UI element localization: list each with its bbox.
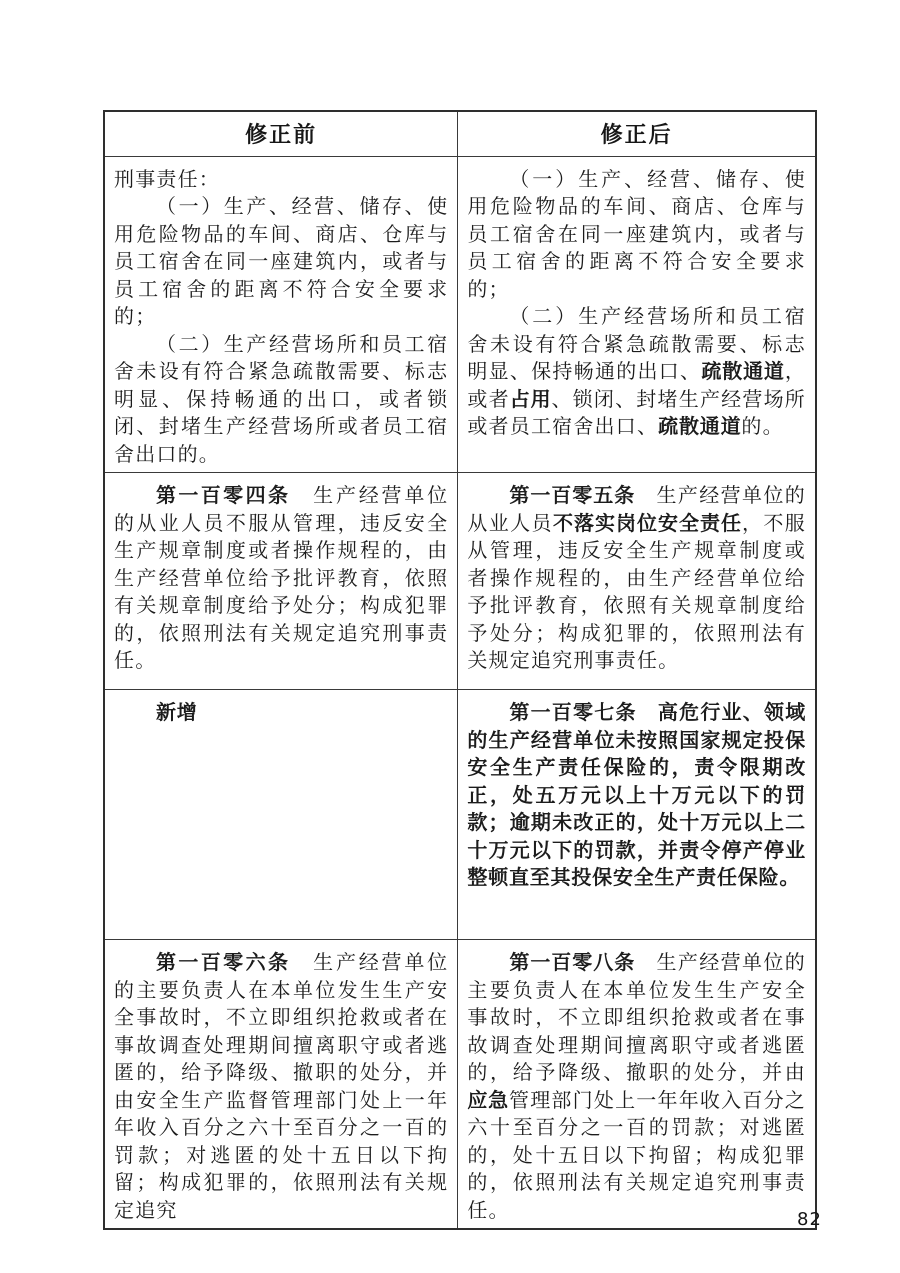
text-segment: 生产经营单位的主要负责人在本单位发生生产安全事故时，不立即组织抢救或者在事故调查处理期间擅离职守或者逃匿的，给予降级、撤职的处分，并由安全生产监督管理部门处上一年年收入百分之六十至百分之一百的罚款；对逃匿的处十五日以下拘留；构成犯罪的，依照刑法有关规定追究 <box>114 950 449 1222</box>
bold-text-segment: 新增 <box>156 700 198 724</box>
text-segment: ，或者 <box>467 359 807 411</box>
paragraph <box>114 331 448 469</box>
text-segment: 生产经营单位的从业人员 <box>467 483 806 535</box>
bold-text-segment: 占用 <box>509 386 552 411</box>
table-cell <box>104 940 458 1230</box>
bold-text-segment: 第一百零六条 <box>156 950 291 974</box>
table-header-row <box>104 111 816 156</box>
table-cell <box>458 690 816 940</box>
table-row <box>104 473 816 690</box>
table-cell <box>104 473 458 690</box>
bold-text-segment: 不落实岗位安全责任 <box>552 510 742 535</box>
bold-text-segment: 应急 <box>467 1087 509 1112</box>
table-cell <box>104 156 458 473</box>
paragraph <box>467 949 806 1224</box>
text-segment: （二）生产经营场所和员工宿舍未设有符合紧急疏散需要、标志明显、保持畅通的出口，或者锁闭、封堵生产经营场所或者员工宿舍出口的。 <box>114 331 449 466</box>
text-segment: ，不服从管理，违反安全生产规章制度或者操作规程的，由生产经营单位给予批评教育，依照有关规章制度给予处分；构成犯罪的，依照刑法有关规定追究刑事责任。 <box>467 510 806 672</box>
table-row <box>104 156 816 473</box>
bold-text-segment: 疏散通道 <box>701 359 785 383</box>
bold-text-segment: 疏散通道 <box>658 414 742 438</box>
paragraph <box>114 949 448 1224</box>
bold-text-segment: 第一百零八条 <box>509 950 636 974</box>
comparison-table <box>103 110 817 1230</box>
table-cell <box>104 690 458 940</box>
paragraph <box>467 166 806 304</box>
text-segment: （一）生产、经营、储存、使用危险物品的车间、商店、仓库与员工宿舍在同一座建筑内，或者与员工宿舍的距离不符合安全要求的； <box>467 166 806 301</box>
paragraph <box>114 699 448 727</box>
table-cell <box>458 473 816 690</box>
text-segment: 生产经营单位的从业人员不服从管理，违反安全生产规章制度或者操作规程的，由生产经营单位给予批评教育，依照有关规章制度给予处分；构成犯罪的，依照刑法有关规定追究刑事责任。 <box>114 483 449 672</box>
table-row <box>104 940 816 1230</box>
header-after: 修正后 <box>458 111 816 156</box>
bold-text-segment: 第一百零七条 高危行业、领域的生产经营单位未按照国家规定投保安全生产责任保险的，责令限期改正，处五万元以上十万元以下的罚款；逾期未改正的，处十万元以上二十万元以下的罚款，并责令停产停业整顿直至其投保安全生产责任保险。 <box>467 700 806 889</box>
table-row <box>104 690 816 940</box>
paragraph <box>467 482 806 675</box>
comparison-table-body <box>104 156 816 1229</box>
paragraph <box>114 193 448 331</box>
bold-text-segment: 第一百零四条 <box>156 483 291 507</box>
page-number: 82 <box>797 1209 822 1230</box>
table-cell <box>458 940 816 1230</box>
text-segment: （一）生产、经营、储存、使用危险物品的车间、商店、仓库与员工宿舍在同一座建筑内，或者与员工宿舍的距离不符合安全要求的； <box>114 194 449 328</box>
paragraph <box>114 166 448 194</box>
text-segment: 、锁闭、封堵生产经营场所或者员工宿舍出口、 <box>467 386 806 438</box>
text-segment: 生产经营单位的主要负责人在本单位发生生产安全事故时，不立即组织抢救或者在事故调查处理期间擅离职守或者逃匿的，给予降级、撤职的处分，并由 <box>467 950 806 1084</box>
header-before: 修正前 <box>104 111 458 156</box>
paragraph <box>114 482 448 675</box>
text-segment: （二）生产经营场所和员工宿舍未设有符合紧急疏散需要、标志明显、保持畅通的出口、 <box>467 304 806 383</box>
text-segment: 管理部门处上一年年收入百分之六十至百分之一百的罚款；对逃匿的，处十五日以下拘留；构成犯罪的，依照刑法有关规定追究刑事责任。 <box>467 1087 806 1222</box>
paragraph <box>467 699 806 892</box>
paragraph <box>467 303 806 441</box>
text-segment: 刑事责任： <box>114 166 220 191</box>
table-cell <box>458 156 816 473</box>
text-segment: 的。 <box>741 414 784 438</box>
bold-text-segment: 第一百零五条 <box>509 483 636 507</box>
